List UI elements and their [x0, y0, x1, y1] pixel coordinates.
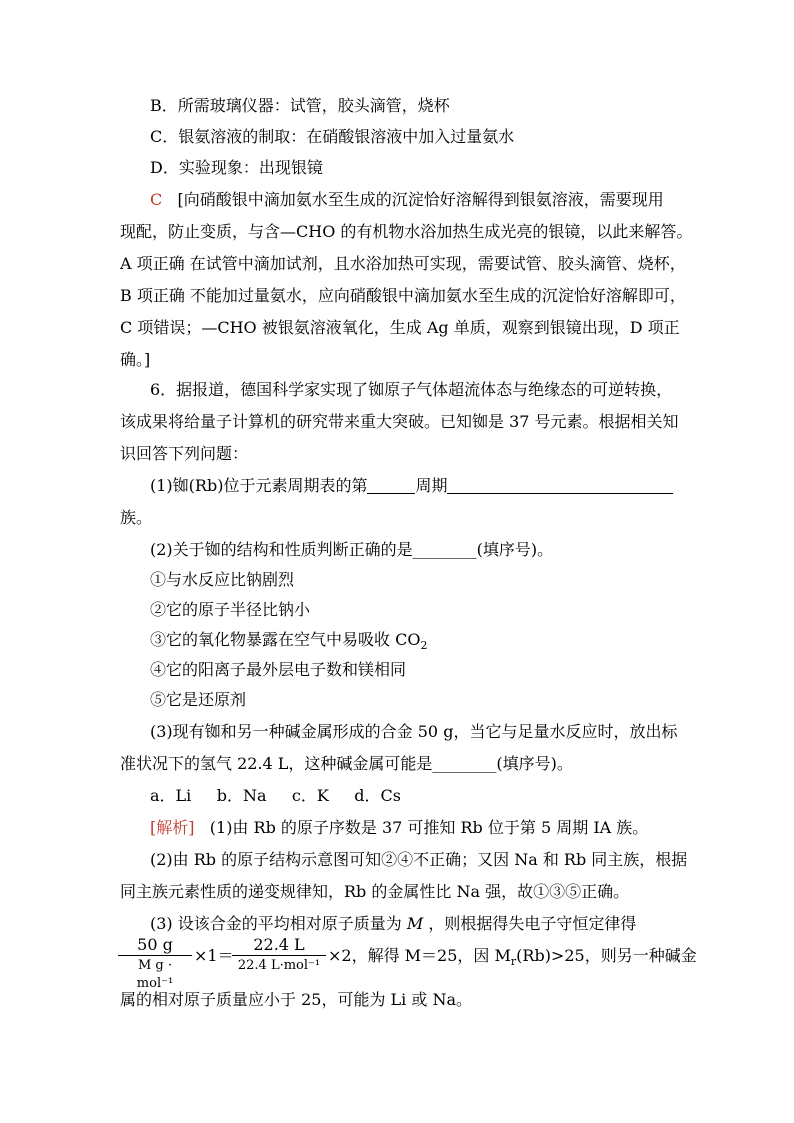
q6-option-5: ⑤它是还原剂	[150, 690, 247, 709]
analysis-result: ×2，解得 M＝25，因 $M_r(Rb)>25$，则另一种碱金	[328, 946, 697, 969]
answer-line-6: 确。]	[120, 350, 151, 369]
q6-part-1-end: 族。	[120, 508, 153, 527]
q6-choices: a．Li b．Na c．K d．Cs	[150, 786, 401, 805]
q6-part-2: (2)关于铷的结构和性质判断正确的是________(填序号)。	[150, 540, 554, 559]
fraction-1: 50 g M g · mol⁻¹	[118, 936, 192, 993]
fraction-2: 22.4 L 22.4 L·mol⁻¹	[232, 936, 326, 975]
analysis-line-4: (3) 设该合金的平均相对原子质量为 M ，则根据得失电子守恒定律得	[150, 914, 637, 933]
q6-line-1: 6．据报道，德国科学家实现了铷原子气体超流体态与绝缘态的可逆转换，	[150, 380, 673, 399]
answer-line-1: C [向硝酸银中滴加氨水至生成的沉淀恰好溶解得到银氨溶液，需要现用	[150, 190, 664, 209]
q6-option-4: ④它的阳离子最外层电子数和镁相同	[150, 660, 407, 679]
q6-line-3: 识回答下列问题：	[120, 444, 249, 463]
q6-option-1: ①与水反应比钠剧烈	[150, 570, 295, 589]
analysis-line-6: 属的相对原子质量应小于 25，可能为 Li 或 Na。	[120, 990, 472, 1009]
answer-line-2: 现配，防止变质，与含—CHO 的有机物水浴加热生成光亮的银镜，以此来解答。	[120, 222, 693, 241]
analysis-line-2: (2)由 Rb 的原子结构示意图可知②④不正确；又因 Na 和 Rb 同主族，根据	[150, 850, 688, 869]
option-d: D．实验现象：出现银镜	[150, 158, 323, 177]
analysis-line-1: [解析] (1)由 Rb 的原子序数是 37 可推知 Rb 位于第 5 周期 ⅠA 族。	[150, 818, 649, 837]
equals-sign: ×1＝	[194, 946, 234, 965]
answer-letter: C	[150, 190, 163, 209]
answer-line-4: B 项正确 不能加过量氨水，应向硝酸银中滴加氨水至生成的沉淀恰好溶解即可，	[120, 286, 686, 305]
q6-line-2: 该成果将给量子计算机的研究带来重大突破。已知铷是 37 号元素。根据相关知	[120, 412, 679, 431]
option-b: B．所需玻璃仪器：试管，胶头滴管，烧杯	[150, 96, 450, 115]
answer-blank	[367, 477, 415, 494]
analysis-line-3: 同主族元素性质的递变规律知，Rb 的金属性比 Na 强，故①③⑤正确。	[120, 882, 630, 901]
option-c: C．银氨溶液的制取：在硝酸银溶液中加入过量氨水	[150, 127, 515, 146]
answer-line-3: A 项正确 在试管中滴加试剂，且水浴加热可实现，需要试管、胶头滴管、烧杯，	[120, 254, 686, 273]
analysis-tag: [解析]	[150, 818, 195, 837]
q6-part-3-line-2: 准状况下的氢气 22.4 L，这种碱金属可能是________(填序号)。	[120, 754, 573, 773]
q6-part-1: (1)铷(Rb)位于元素周期表的第 周期	[150, 476, 710, 496]
q6-option-3: ③它的氧化物暴露在空气中易吸收 $CO_2$	[150, 630, 428, 653]
q6-part-3-line-1: (3)现有铷和另一种碱金属形成的合金 50 g，当它与足量水反应时，放出标	[150, 722, 678, 741]
answer-blank	[447, 477, 673, 494]
q6-option-2: ②它的原子半径比钠小	[150, 600, 311, 619]
answer-line-5: C 项错误；—CHO 被银氨溶液氧化，生成 Ag 单质，观察到银镜出现，D 项正	[120, 318, 680, 337]
